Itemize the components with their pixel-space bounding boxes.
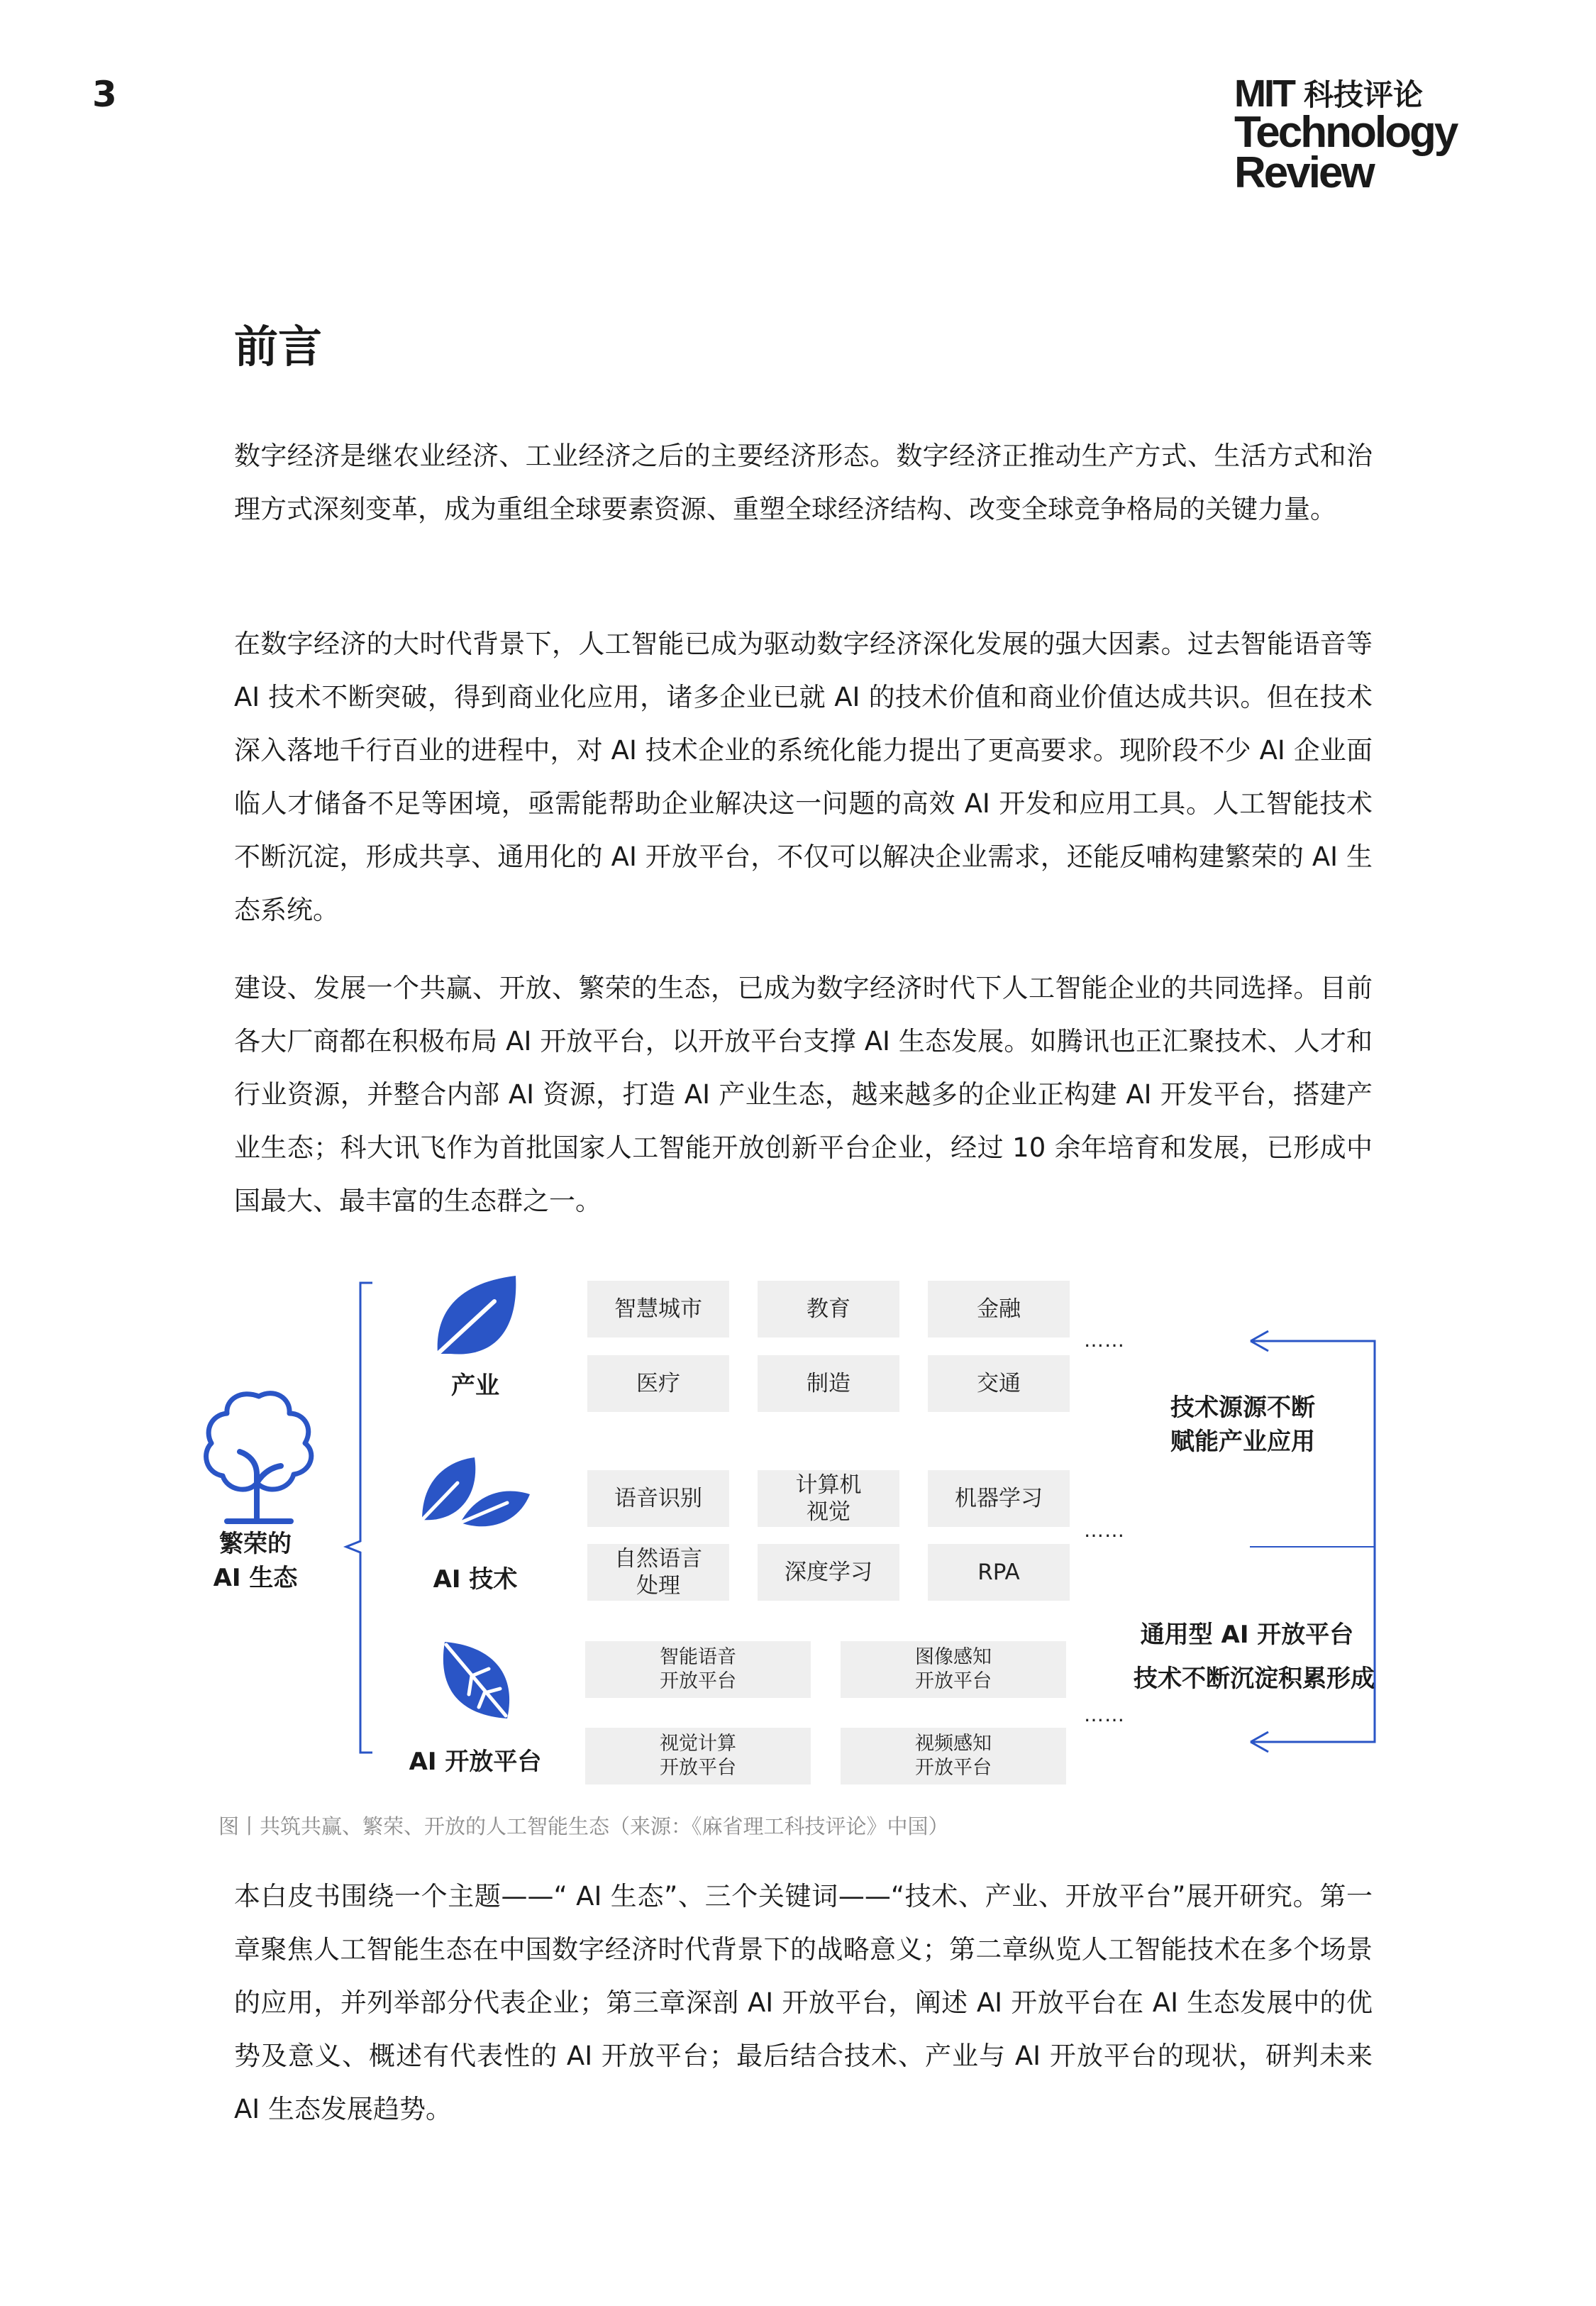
industry-item: 医疗 bbox=[587, 1355, 729, 1412]
ai-tech-item: 计算机 视觉 bbox=[758, 1470, 899, 1527]
platform-more: …… bbox=[1084, 1703, 1125, 1726]
platform-item: 智能语音 开放平台 bbox=[585, 1641, 811, 1698]
ai-tech-label: AI 技术 bbox=[433, 1565, 518, 1594]
bracket-line bbox=[346, 1283, 372, 1753]
logo-review: Review bbox=[1234, 148, 1373, 197]
platform-item: 视觉计算 开放平台 bbox=[585, 1728, 811, 1784]
platform-item: 视频感知 开放平台 bbox=[841, 1728, 1066, 1784]
note-top bbox=[1170, 1391, 1315, 1459]
industry-more: …… bbox=[1084, 1328, 1125, 1352]
ai-ecosystem-figure bbox=[184, 1263, 1404, 1802]
page-title: 前言 bbox=[234, 321, 323, 373]
figure-connectors bbox=[184, 1263, 1404, 1802]
paragraph-4: 本白皮书围绕一个主题——“ AI 生态”、三个关键词——“技术、产业、开放平台”展开研究。第一章聚焦人工智能生态在中国数字经济时代背景下的战略意义；第二章纵览人工智能技术在多个场景的应用，并列举部分代表企业；第三章深剖 AI 开放平台，阐述 AI 开放平台在 AI 生态发展中的优势及意义、概述有代表性的 AI 开放平台；最后结合技术、产业与 AI 开放平台的现状，研判未来 AI 生态发展趋势。 bbox=[234, 1881, 1373, 2124]
page-number: 3 bbox=[92, 74, 117, 115]
two-leaves-icon bbox=[415, 1455, 536, 1533]
ecosystem-label-line2: AI 生态 bbox=[213, 1564, 298, 1592]
paragraph-1: 数字经济是继农业经济、工业经济之后的主要经济形态。数字经济正推动生产方式、生活方式和治理方式深刻变革，成为重组全球要素资源、重塑全球经济结构、改变全球竞争格局的关键力量。 bbox=[234, 441, 1373, 524]
logo-mit: MIT bbox=[1234, 72, 1294, 115]
note-bottom-line2: 技术不断沉淀积累形成 bbox=[1134, 1665, 1375, 1693]
industry-item: 教育 bbox=[758, 1281, 899, 1337]
ecosystem-label-line1: 繁荣的 bbox=[219, 1530, 292, 1558]
ai-tech-item: RPA bbox=[928, 1544, 1070, 1601]
leaf-veined-icon bbox=[429, 1632, 521, 1724]
mit-technology-review-logo bbox=[1234, 72, 1461, 197]
figure-caption: 图丨共筑共赢、繁荣、开放的人工智能生态（来源：《麻省理工科技评论》中国） bbox=[218, 1814, 949, 1838]
tree-icon bbox=[199, 1384, 319, 1526]
industry-item: 金融 bbox=[928, 1281, 1070, 1337]
ai-tech-item: 自然语言 处理 bbox=[587, 1544, 729, 1601]
industry-label: 产业 bbox=[451, 1372, 499, 1400]
logo-cn: 科技评论 bbox=[1303, 77, 1423, 113]
logo-technology: Technology bbox=[1234, 107, 1457, 157]
ai-platform-label: AI 开放平台 bbox=[409, 1748, 542, 1776]
ecosystem-label bbox=[177, 1527, 333, 1595]
industry-item: 交通 bbox=[928, 1355, 1070, 1412]
platform-item: 图像感知 开放平台 bbox=[841, 1641, 1066, 1698]
note-top-line2: 赋能产业应用 bbox=[1170, 1428, 1315, 1456]
ai-tech-more: …… bbox=[1084, 1518, 1125, 1542]
paragraph-2: 在数字经济的大时代背景下，人工智能已成为驱动数字经济深化发展的强大因素。过去智能语音等 AI 技术不断突破，得到商业化应用，诸多企业已就 AI 的技术价值和商业价值达成共识。但在技术深入落地千行百业的进程中，对 AI 技术企业的系统化能力提出了更高要求。现阶段不少 AI 企业面临人才储备不足等困境，亟需能帮助企业解决这一问题的高效 AI 开发和应用工具。人工智能技术不断沉淀，形成共享、通用化的 AI 开放平台，不仅可以解决企业需求，还能反哺构建繁荣的 AI 生态系统。 bbox=[234, 629, 1373, 925]
note-bottom bbox=[1119, 1618, 1375, 1696]
paragraph-3: 建设、发展一个共赢、开放、繁荣的生态，已成为数字经济时代下人工智能企业的共同选择。目前各大厂商都在积极布局 AI 开放平台，以开放平台支撑 AI 生态发展。如腾讯也正汇聚技术、人才和行业资源，并整合内部 AI 资源，打造 AI 产业生态，越来越多的企业正构建 AI 开发平台，搭建产业生态；科大讯飞作为首批国家人工智能开放创新平台企业，经过 10 余年培育和发展，已形成中国最大、最丰富的生态群之一。 bbox=[234, 973, 1373, 1216]
ai-tech-item: 语音识别 bbox=[587, 1470, 729, 1527]
note-bottom-line1: 通用型 AI 开放平台 bbox=[1140, 1621, 1354, 1649]
industry-item: 智慧城市 bbox=[587, 1281, 729, 1337]
industry-item: 制造 bbox=[758, 1355, 899, 1412]
leaf-icon bbox=[429, 1270, 521, 1362]
ai-tech-item: 深度学习 bbox=[758, 1544, 899, 1601]
note-top-line1: 技术源源不断 bbox=[1170, 1394, 1315, 1422]
ai-tech-item: 机器学习 bbox=[928, 1470, 1070, 1527]
